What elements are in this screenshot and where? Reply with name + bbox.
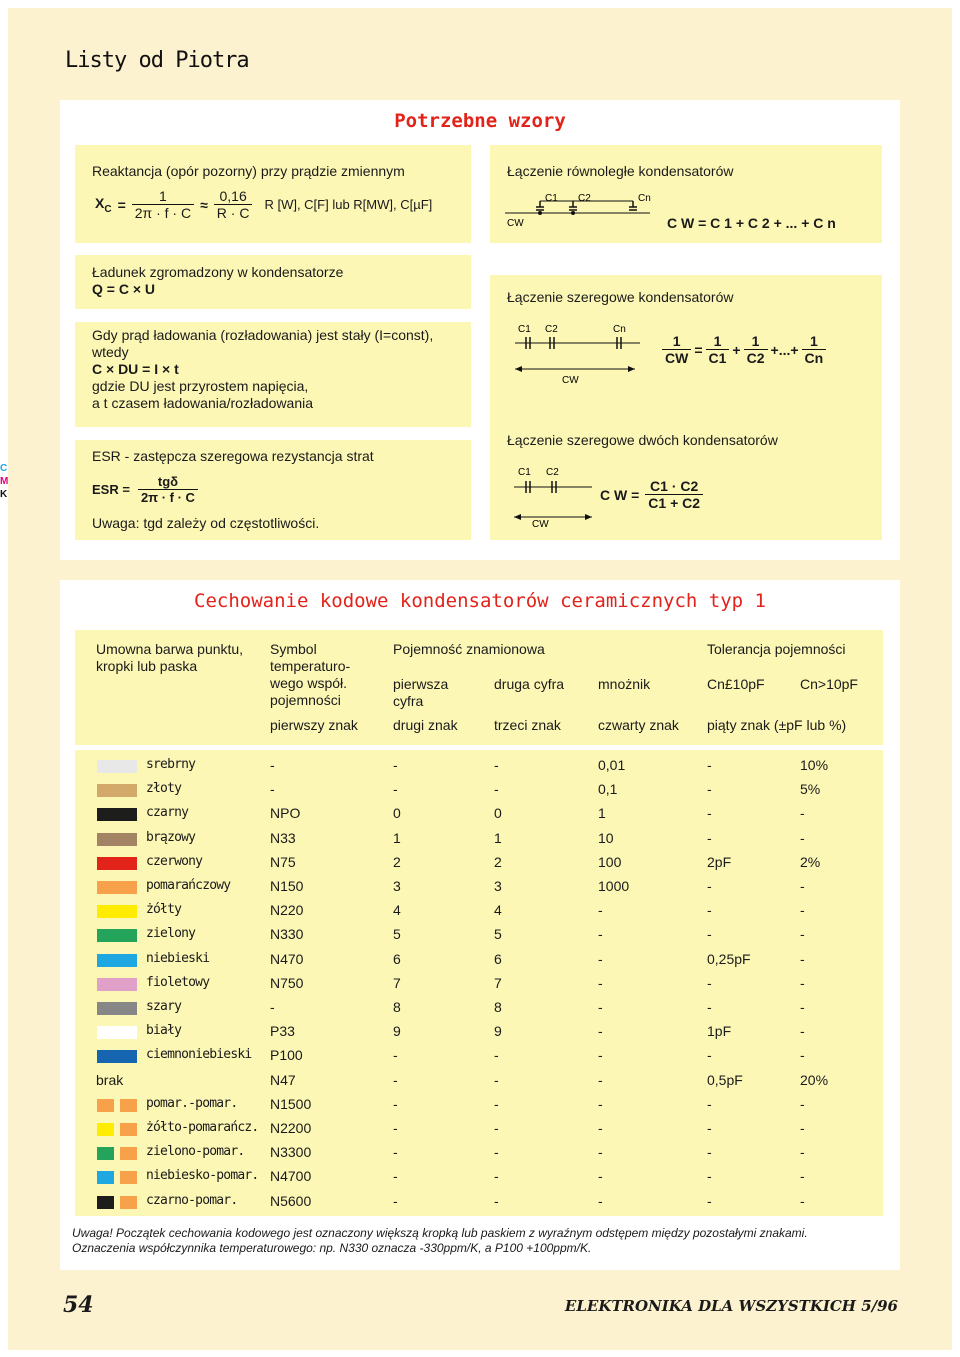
color-swatch bbox=[97, 833, 137, 846]
cell-th: - bbox=[800, 1023, 805, 1039]
parallel-box bbox=[490, 145, 882, 243]
cell-th: - bbox=[800, 805, 805, 821]
cell-d2: - bbox=[494, 1120, 499, 1136]
reactance-fraction-2 bbox=[214, 188, 253, 221]
cell-mult: - bbox=[598, 902, 603, 918]
cell-sym: N47 bbox=[270, 1072, 296, 1088]
color-name: niebiesko-pomar. bbox=[146, 1168, 259, 1183]
series-t1-num: 1 bbox=[706, 333, 730, 350]
color-name: żółto-pomarańcz. bbox=[146, 1120, 259, 1135]
cell-d2: - bbox=[494, 1096, 499, 1112]
reactance-heading: Reaktancja (opór pozorny) przy prądzie zmiennym bbox=[92, 163, 405, 179]
cell-th: - bbox=[800, 975, 805, 991]
header-multiplier: mnożnik bbox=[598, 676, 651, 692]
cell-th: - bbox=[800, 1096, 805, 1112]
table-title: Cechowanie kodowe kondensatorów ceramicznych typ 1 bbox=[194, 590, 766, 612]
cell-sym: N33 bbox=[270, 830, 296, 846]
cyan-mark: C bbox=[0, 463, 8, 474]
cell-d1: - bbox=[393, 1120, 398, 1136]
cell-sym: P33 bbox=[270, 1023, 295, 1039]
cell-d1: 2 bbox=[393, 854, 401, 870]
cell-d2: 3 bbox=[494, 878, 502, 894]
color-swatch-primary bbox=[97, 1196, 114, 1209]
cell-d1: 9 bbox=[393, 1023, 401, 1039]
cell-d2: 9 bbox=[494, 1023, 502, 1039]
cell-mult: - bbox=[598, 1023, 603, 1039]
parallel-heading: Łączenie równoległe kondensatorów bbox=[507, 163, 734, 179]
cell-sym: N3300 bbox=[270, 1144, 312, 1160]
cell-mult: - bbox=[598, 1096, 603, 1112]
cell-th: 10% bbox=[800, 757, 829, 773]
header-pos2: drugi znak bbox=[393, 717, 458, 733]
cell-mult: 0,1 bbox=[598, 781, 618, 797]
cell-tl: - bbox=[707, 902, 712, 918]
cell-mult: 10 bbox=[598, 830, 614, 846]
color-swatch bbox=[97, 1002, 137, 1015]
cell-d2: 4 bbox=[494, 902, 502, 918]
cell-sym: N4700 bbox=[270, 1168, 312, 1184]
reactance-f2-den: R · C bbox=[216, 205, 250, 221]
svg-text:CW: CW bbox=[532, 519, 549, 530]
cell-sym: N330 bbox=[270, 926, 304, 942]
cell-d1: 8 bbox=[393, 999, 401, 1015]
cell-d1: 7 bbox=[393, 975, 401, 991]
cell-tl: 2pF bbox=[707, 854, 732, 870]
cell-tl: 0,5pF bbox=[707, 1072, 743, 1088]
color-name: ciemnoniebieski bbox=[146, 1047, 252, 1062]
cell-mult: 1 bbox=[598, 805, 606, 821]
header-tol-low: Cn£10pF bbox=[707, 676, 765, 692]
cell-d1: - bbox=[393, 1168, 398, 1184]
cell-sym: N750 bbox=[270, 975, 304, 991]
cell-d2: - bbox=[494, 1193, 499, 1209]
color-name: czarny bbox=[146, 805, 189, 820]
cell-tl: 1pF bbox=[707, 1023, 732, 1039]
svg-text:CW: CW bbox=[562, 375, 579, 385]
cell-d2: 8 bbox=[494, 999, 502, 1015]
cell-tl: 0,25pF bbox=[707, 951, 751, 967]
series2-den: C1 + C2 bbox=[648, 495, 701, 511]
color-name: niebieski bbox=[146, 951, 210, 966]
cell-tl: - bbox=[707, 1193, 712, 1209]
svg-text:C1: C1 bbox=[518, 325, 531, 335]
color-swatch bbox=[97, 808, 137, 821]
color-swatch bbox=[97, 978, 137, 991]
cell-tl: - bbox=[707, 1144, 712, 1160]
cell-th: 20% bbox=[800, 1072, 829, 1088]
series-tn-den: Cn bbox=[804, 350, 824, 366]
svg-text:C2: C2 bbox=[545, 325, 558, 335]
series-circuit-diagram bbox=[510, 325, 650, 385]
cell-tl: - bbox=[707, 805, 712, 821]
cell-sym: N1500 bbox=[270, 1096, 312, 1112]
reactance-box bbox=[75, 145, 471, 243]
cell-th: - bbox=[800, 1193, 805, 1209]
cell-th: - bbox=[800, 926, 805, 942]
cell-tl: - bbox=[707, 757, 712, 773]
cell-th: - bbox=[800, 1168, 805, 1184]
esr-lhs: ESR = bbox=[92, 482, 130, 497]
current-box bbox=[75, 322, 471, 427]
color-swatch bbox=[97, 954, 137, 967]
magazine-title: ELEKTRONIKA DLA WSZYSTKICH 5/96 bbox=[564, 1297, 898, 1315]
cell-th: 5% bbox=[800, 781, 821, 797]
cell-th: - bbox=[800, 951, 805, 967]
reactance-units: R [W], C[F] lub R[MW], C[µF] bbox=[264, 197, 433, 212]
reactance-f1-num: 1 bbox=[132, 188, 194, 205]
cell-tl: - bbox=[707, 1096, 712, 1112]
series2-lhs: C W = bbox=[600, 486, 640, 503]
color-swatch-secondary bbox=[120, 1196, 137, 1209]
cell-d2: - bbox=[494, 1168, 499, 1184]
cell-mult: - bbox=[598, 1120, 603, 1136]
esr-note: Uwaga: tgd zależy od częstotliwości. bbox=[92, 515, 320, 531]
cell-d2: - bbox=[494, 781, 499, 797]
esr-formula bbox=[92, 474, 198, 505]
footnote-line1: Uwaga! Początek cechowania kodowego jest oznaczony większą kropką lub paskiem z wyraźnym odstępem między pozostałymi znakami. bbox=[72, 1226, 808, 1240]
cell-sym: NPO bbox=[270, 805, 301, 821]
series-lhs-den: CW bbox=[665, 350, 689, 366]
header-tolerance: Tolerancja pojemności bbox=[707, 641, 846, 657]
color-swatch-secondary bbox=[120, 1099, 137, 1112]
cell-d1: 4 bbox=[393, 902, 401, 918]
cell-tl: - bbox=[707, 1120, 712, 1136]
series2-num: C1 · C2 bbox=[645, 478, 703, 495]
cell-th: - bbox=[800, 1144, 805, 1160]
color-swatch-secondary bbox=[120, 1147, 137, 1160]
cell-d1: - bbox=[393, 1072, 398, 1088]
cell-sym: N75 bbox=[270, 854, 296, 870]
color-swatch bbox=[97, 760, 137, 773]
cell-sym: N470 bbox=[270, 951, 304, 967]
series-t2-den: C2 bbox=[746, 350, 765, 366]
cell-tl: - bbox=[707, 830, 712, 846]
header-pos5: piąty znak (±pF lub %) bbox=[707, 717, 847, 733]
color-name: szary bbox=[146, 999, 182, 1014]
reactance-formula bbox=[95, 188, 432, 221]
color-name: brązowy bbox=[146, 830, 196, 845]
color-name: czerwony bbox=[146, 854, 203, 869]
color-swatch bbox=[97, 1050, 137, 1063]
header-symbol: Symbol temperaturo-wego współ. pojemności bbox=[270, 641, 351, 708]
cell-d2: - bbox=[494, 1144, 499, 1160]
esr-num: tgδ bbox=[138, 474, 198, 490]
cell-mult: - bbox=[598, 926, 603, 942]
color-swatch bbox=[97, 1026, 137, 1039]
color-swatch bbox=[97, 929, 137, 942]
cell-d1: - bbox=[393, 1096, 398, 1112]
color-swatch bbox=[97, 905, 137, 918]
cell-th: - bbox=[800, 1047, 805, 1063]
page-header: Listy od Piotra bbox=[65, 48, 249, 73]
color-swatch-primary bbox=[97, 1171, 114, 1184]
svg-text:C1: C1 bbox=[518, 467, 531, 478]
current-line3: C × DU = I × t bbox=[92, 361, 179, 377]
cell-tl: - bbox=[707, 999, 712, 1015]
color-swatch-primary bbox=[97, 1099, 114, 1112]
parallel-circuit-diagram bbox=[505, 193, 670, 233]
cell-d2: 2 bbox=[494, 854, 502, 870]
color-name: czarno-pomar. bbox=[146, 1193, 238, 1208]
page-number: 54 bbox=[63, 1292, 94, 1318]
cell-d2: 7 bbox=[494, 975, 502, 991]
cell-th: - bbox=[800, 1120, 805, 1136]
cell-d1: 3 bbox=[393, 878, 401, 894]
footnote bbox=[72, 1226, 892, 1256]
cell-d2: 5 bbox=[494, 926, 502, 942]
series2-formula bbox=[600, 478, 703, 511]
cell-d2: - bbox=[494, 1047, 499, 1063]
magenta-mark: M bbox=[0, 476, 9, 487]
color-name: pomar.-pomar. bbox=[146, 1096, 238, 1111]
series-dots: +...+ bbox=[770, 341, 799, 358]
cell-d1: 6 bbox=[393, 951, 401, 967]
header-first-digit: pierwsza cyfra bbox=[393, 676, 449, 709]
current-line4: gdzie DU jest przyrostem napięcia, bbox=[92, 378, 309, 394]
cell-mult: 100 bbox=[598, 854, 622, 870]
header-color: Umowna barwa punktu, kropki lub paska bbox=[96, 641, 244, 674]
color-name: złoty bbox=[146, 781, 182, 796]
cell-d1: - bbox=[393, 757, 398, 773]
cell-tl: - bbox=[707, 878, 712, 894]
cell-sym: N2200 bbox=[270, 1120, 312, 1136]
cell-sym: N220 bbox=[270, 902, 304, 918]
color-name: brak bbox=[96, 1072, 124, 1088]
esr-heading: ESR - zastępcza szeregowa rezystancja strat bbox=[92, 448, 374, 464]
cell-d2: - bbox=[494, 757, 499, 773]
cell-d1: 0 bbox=[393, 805, 401, 821]
cell-th: - bbox=[800, 999, 805, 1015]
cell-tl: - bbox=[707, 781, 712, 797]
parallel-cw-label: CW bbox=[507, 218, 524, 229]
color-swatch bbox=[97, 881, 137, 894]
reactance-lhs: X bbox=[95, 194, 105, 211]
section-title: Potrzebne wzory bbox=[394, 110, 566, 132]
cell-d1: - bbox=[393, 1047, 398, 1063]
reactance-eq: = bbox=[117, 196, 126, 213]
cell-sym: - bbox=[270, 781, 275, 797]
charge-heading: Ładunek zgromadzony w kondensatorze bbox=[92, 264, 344, 280]
reactance-f1-den: 2π · f · C bbox=[134, 205, 192, 221]
charge-formula: Q = C × U bbox=[92, 281, 156, 297]
esr-box bbox=[75, 440, 471, 540]
cell-th: 2% bbox=[800, 854, 821, 870]
header-tol-high: Cn>10pF bbox=[800, 676, 858, 692]
svg-text:C2: C2 bbox=[546, 467, 559, 478]
series2-circuit-diagram bbox=[512, 465, 602, 530]
cell-tl: - bbox=[707, 1047, 712, 1063]
cell-th: - bbox=[800, 878, 805, 894]
cell-d2: 0 bbox=[494, 805, 502, 821]
header-pos1: pierwszy znak bbox=[270, 717, 358, 733]
cell-th: - bbox=[800, 902, 805, 918]
current-line2: wtedy bbox=[92, 344, 129, 360]
reactance-f2-num: 0,16 bbox=[214, 188, 253, 205]
color-swatch-secondary bbox=[120, 1171, 137, 1184]
header-second-digit: druga cyfra bbox=[494, 676, 565, 692]
reactance-lhs-sub: C bbox=[104, 203, 112, 215]
cell-d1: 5 bbox=[393, 926, 401, 942]
cell-sym: P100 bbox=[270, 1047, 303, 1063]
header-pos4: czwarty znak bbox=[598, 717, 679, 733]
cell-mult: - bbox=[598, 1144, 603, 1160]
color-swatch bbox=[97, 857, 137, 870]
header-capacity: Pojemność znamionowa bbox=[393, 641, 545, 657]
series2-box bbox=[490, 420, 882, 540]
series-t1-den: C1 bbox=[708, 350, 727, 366]
cell-tl: - bbox=[707, 975, 712, 991]
cell-d1: - bbox=[393, 781, 398, 797]
cell-sym: N5600 bbox=[270, 1193, 312, 1209]
svg-text:Cn: Cn bbox=[613, 325, 626, 335]
series-t2-num: 1 bbox=[744, 333, 768, 350]
color-name: żółty bbox=[146, 902, 182, 917]
cell-sym: N150 bbox=[270, 878, 304, 894]
color-name: srebrny bbox=[146, 757, 196, 772]
cell-mult: - bbox=[598, 1072, 603, 1088]
reactance-fraction-1 bbox=[132, 188, 194, 221]
color-name: biały bbox=[146, 1023, 182, 1038]
header-pos3: trzeci znak bbox=[494, 717, 561, 733]
cell-mult: - bbox=[598, 1193, 603, 1209]
black-mark: K bbox=[0, 489, 8, 500]
color-swatch-primary bbox=[97, 1147, 114, 1160]
color-swatch-secondary bbox=[120, 1123, 137, 1136]
color-name: zielony bbox=[146, 926, 196, 941]
cell-mult: - bbox=[598, 951, 603, 967]
color-swatch bbox=[97, 784, 137, 797]
cell-mult: - bbox=[598, 1047, 603, 1063]
charge-box bbox=[75, 255, 471, 309]
series-box bbox=[490, 275, 882, 427]
cell-d1: - bbox=[393, 1144, 398, 1160]
svg-text:C2: C2 bbox=[578, 193, 591, 204]
color-name: fioletowy bbox=[146, 975, 210, 990]
current-line1: Gdy prąd ładowania (rozładowania) jest stały (I=const), bbox=[92, 327, 434, 343]
cell-d2: - bbox=[494, 1072, 499, 1088]
cell-mult: - bbox=[598, 1168, 603, 1184]
cell-mult: - bbox=[598, 999, 603, 1015]
cell-d2: 6 bbox=[494, 951, 502, 967]
parallel-formula: C W = C 1 + C 2 + ... + C n bbox=[667, 215, 836, 231]
cell-mult: 0,01 bbox=[598, 757, 626, 773]
series-tn-num: 1 bbox=[802, 333, 827, 350]
color-name: pomarańczowy bbox=[146, 878, 231, 893]
esr-den: 2π · f · C bbox=[140, 490, 195, 505]
color-name: zielono-pomar. bbox=[146, 1144, 245, 1159]
svg-text:Cn: Cn bbox=[638, 193, 651, 204]
cell-d1: 1 bbox=[393, 830, 401, 846]
cell-sym: - bbox=[270, 999, 275, 1015]
cell-tl: - bbox=[707, 926, 712, 942]
series-lhs-num: 1 bbox=[662, 333, 691, 350]
cell-tl: - bbox=[707, 1168, 712, 1184]
cell-d1: - bbox=[393, 1193, 398, 1209]
cell-sym: - bbox=[270, 757, 275, 773]
svg-text:C1: C1 bbox=[545, 193, 558, 204]
print-marks bbox=[0, 462, 8, 501]
reactance-approx: ≈ bbox=[200, 196, 208, 213]
cell-th: - bbox=[800, 830, 805, 846]
cell-mult: - bbox=[598, 975, 603, 991]
series-heading: Łączenie szeregowe kondensatorów bbox=[507, 289, 734, 305]
series-formula: $\frac{1}{CW}$ = $\frac{1}{C1}$ + $\frac{1}{C2}$ +...+ $\frac{1}{Cn}$ bbox=[662, 333, 826, 366]
current-line5: a t czasem ładowania/rozładowania bbox=[92, 395, 314, 411]
footnote-line2: Oznaczenia współczynnika temperaturowego: np. N330 oznacza -330ppm/K, a P100 +100ppm/K. bbox=[72, 1241, 592, 1255]
cell-mult: 1000 bbox=[598, 878, 630, 894]
cell-d2: 1 bbox=[494, 830, 502, 846]
color-swatch-primary bbox=[97, 1123, 114, 1136]
series2-heading: Łączenie szeregowe dwóch kondensatorów bbox=[507, 432, 778, 448]
